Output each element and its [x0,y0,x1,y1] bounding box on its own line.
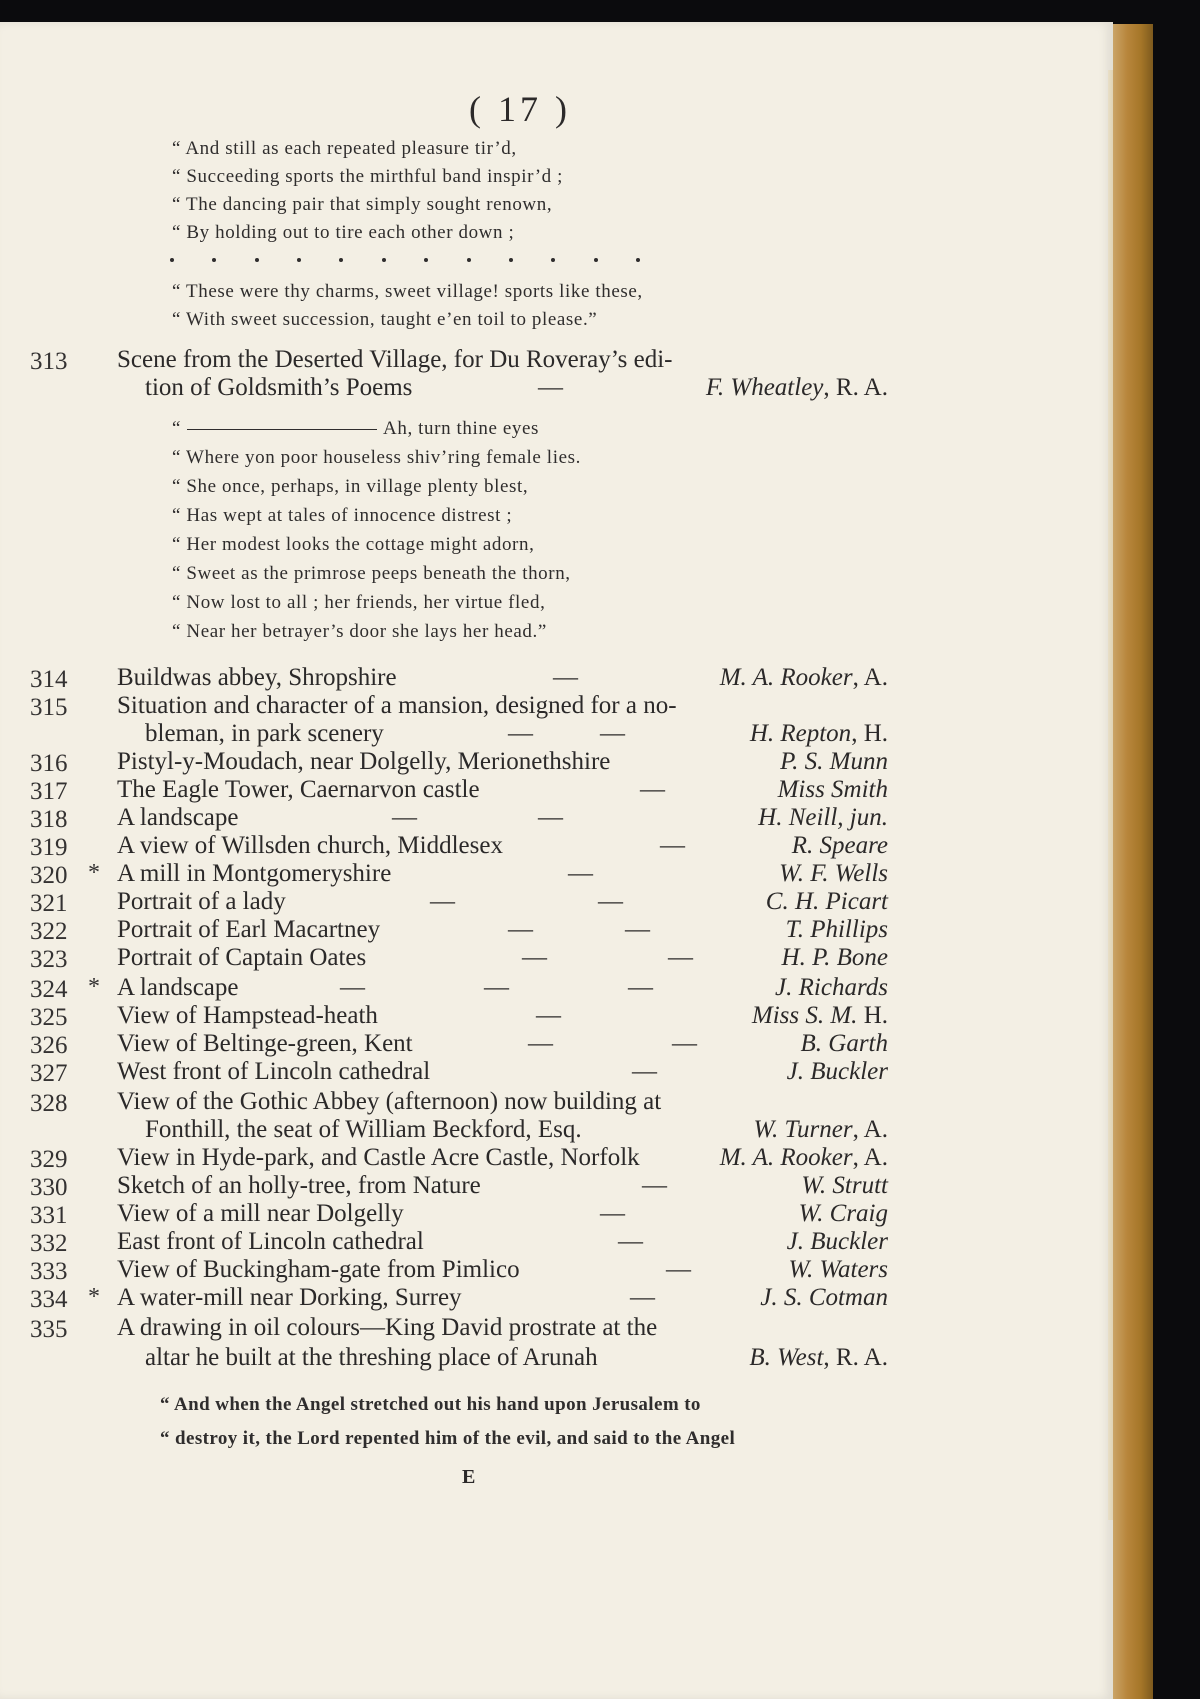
quote-line: “ And when the Angel stretched out his hand upon Jerusalem to [160,1394,701,1415]
dash: — [668,944,693,971]
entry-artist [766,888,888,916]
entry-title: A landscape [117,974,239,1001]
entry-artist [749,1344,888,1372]
dash: — [430,888,455,915]
entry-artist [778,776,888,804]
quote-line: “ And still as each repeated pleasure tir’d, [172,138,517,159]
dash: — [600,1200,625,1227]
entry-number: 328 [30,1090,68,1117]
dash: — [568,860,593,887]
entry-title: Situation and character of a mansion, designed for a no- [117,692,677,719]
entry-artist [787,1058,888,1086]
entry-artist [760,1284,888,1312]
artist-name: R. Speare [791,832,888,859]
entry-title: Portrait of Captain Oates [117,944,367,971]
dash: — [640,776,665,803]
artist-name: W. Craig [798,1200,888,1227]
entry-number: 333 [30,1258,68,1285]
entry-artist [799,1200,888,1228]
entry-title: West front of Lincoln cathedral [117,1058,431,1085]
quote-line: “ Succeeding sports the mirthful band inspir’d ; [172,166,563,187]
artist-name: T. Phillips [785,916,888,943]
entry-title: A water-mill near Dorking, Surrey [117,1284,462,1311]
entry-number: 324 [30,976,68,1003]
entry-number: 314 [30,666,68,693]
entry-number: 322 [30,918,68,945]
quote-line: “ Now lost to all ; her friends, her virtue fled, [172,592,546,613]
dash: — [666,1256,691,1283]
quote-line-text: Ah, turn thine eyes [383,418,540,439]
dash: — [538,374,563,401]
ellipsis-dots [170,258,640,262]
entry-artist [750,720,888,748]
artist-name: J. S. Cotman [760,1284,888,1311]
quote-line: “ Sweet as the primrose peeps beneath the thorn, [172,563,571,584]
entry-number: 323 [30,946,68,973]
entry-number: 329 [30,1146,68,1173]
dash: — [522,944,547,971]
new-work-star: * [88,1284,100,1310]
dash: — [340,974,365,1001]
entry-artist [779,860,888,888]
rule-line [187,429,377,430]
entry-number: 317 [30,778,68,805]
entry-title: The Eagle Tower, Caernarvon castle [117,776,480,803]
book-cover-board [1113,24,1153,1699]
entry-title-cont: Fonthill, the seat of William Beckford, Esq. [145,1116,582,1143]
entry-number: 316 [30,750,68,777]
artist-suffix: , A. [852,1144,888,1171]
artist-name: Miss Smith [777,776,888,803]
entry-artist [787,1228,888,1256]
signature-mark: E [462,1466,476,1488]
dash: — [632,1058,657,1085]
artist-name: H. Repton [749,720,852,747]
entry-title: Portrait of a lady [117,888,286,915]
entry-number: 320 [30,862,68,889]
entry-title: A landscape [117,804,239,831]
quote-line: “ She once, perhaps, in village plenty blest, [172,476,529,497]
quote-line: “ These were thy charms, sweet village! sports like these, [172,281,643,302]
entry-title: View in Hyde-park, and Castle Acre Castle, Norfolk [117,1144,640,1171]
artist-name: B. West [749,1344,824,1371]
quote-line: “ With sweet succession, taught e’en toil to please.” [172,309,598,330]
artist-name: J. Buckler [786,1228,888,1255]
quote-line: “ Ah, turn thine eyes [172,418,540,439]
entry-title: A view of Willsden church, Middlesex [117,832,503,859]
entry-artist [706,374,888,402]
entry-title: Pistyl-y-Moudach, near Dolgelly, Merionethshire [117,748,611,775]
entry-artist [801,1172,888,1200]
entry-number: 327 [30,1060,68,1087]
artist-name: M. A. Rooker [719,664,853,691]
entry-title: Sketch of an holly-tree, from Nature [117,1172,481,1199]
entry-number: 313 [30,348,68,375]
artist-name: W. Strutt [801,1172,888,1199]
artist-name: P. S. Munn [780,748,888,775]
entry-artist [782,944,888,972]
entry-number: 335 [30,1316,68,1343]
quote-line: “ Where yon poor houseless shiv’ring female lies. [172,447,581,468]
artist-suffix: , H. [851,720,888,747]
entry-artist [753,1116,888,1144]
entry-title: View of Buckingham-gate from Pimlico [117,1256,520,1283]
dash: — [598,888,623,915]
artist-name: J. Buckler [786,1058,888,1085]
dash: — [672,1030,697,1057]
artist-name: B. Garth [800,1030,888,1057]
entry-artist [720,664,888,692]
entry-number: 315 [30,694,68,721]
entry-artist [788,1256,888,1284]
dash: — [484,974,509,1001]
artist-name: Miss S. M. [751,1002,858,1029]
entry-artist [801,1030,889,1058]
entry-number: 318 [30,806,68,833]
quote-line: “ Near her betrayer’s door she lays her head.” [172,621,547,642]
dash: — [600,720,625,747]
entry-title: View of Hampstead-heath [117,1002,378,1029]
entry-title: Scene from the Deserted Village, for Du Roveray’s edi- [117,346,673,373]
entry-artist [780,748,888,776]
dash: — [630,1284,655,1311]
entry-title: Buildwas abbey, Shropshire [117,664,397,691]
dash: — [553,664,578,691]
entry-number: 319 [30,834,68,861]
dash: — [508,720,533,747]
entry-title: View of a mill near Dolgelly [117,1200,404,1227]
artist-name: W. F. Wells [779,860,888,887]
dash: — [625,916,650,943]
dash: — [536,1002,561,1029]
dash: — [528,1030,553,1057]
artist-suffix: , A. [852,664,888,691]
artist-suffix: , A. [852,1116,888,1143]
artist-name: W. Waters [788,1256,888,1283]
entry-title-cont: tion of Goldsmith’s Poems [145,374,413,401]
entry-title: View of the Gothic Abbey (afternoon) now building at [117,1088,662,1115]
entry-number: 326 [30,1032,68,1059]
entry-number: 332 [30,1230,68,1257]
dash: — [660,832,685,859]
entry-artist [792,832,888,860]
entry-number: 325 [30,1004,68,1031]
entry-title: Portrait of Earl Macartney [117,916,381,943]
artist-suffix: , R. A. [823,1344,888,1371]
new-work-star: * [88,974,100,1000]
artist-name: H. Neill, jun. [758,804,888,831]
entry-number: 330 [30,1174,68,1201]
quote-line: “ By holding out to tire each other down ; [172,222,515,243]
artist-name: C. H. Picart [765,888,888,915]
entry-title-cont: altar he built at the threshing place of Arunah [145,1344,598,1371]
artist-name: F. Wheatley [705,374,824,401]
entry-artist [786,916,888,944]
quote-line: “ Has wept at tales of innocence distrest ; [172,505,513,526]
quote-line: “ Her modest looks the cottage might adorn, [172,534,535,555]
entry-artist [720,1144,888,1172]
dash: — [642,1172,667,1199]
dash: — [392,804,417,831]
new-work-star: * [88,860,100,886]
dash: — [538,804,563,831]
artist-suffix: H. [857,1002,888,1029]
entry-title: A mill in Montgomeryshire [117,860,392,887]
artist-name: H. P. Bone [781,944,888,971]
artist-name: W. Turner [753,1116,853,1143]
entry-number: 321 [30,890,68,917]
entry-title: A drawing in oil colours—King David prostrate at the [117,1314,658,1341]
entry-title: East front of Lincoln cathedral [117,1228,424,1255]
entry-artist [775,974,888,1002]
dash: — [508,916,533,943]
dash: — [618,1228,643,1255]
entry-number: 331 [30,1202,68,1229]
page-header: ( 17 ) [469,89,571,129]
entry-title: View of Beltinge-green, Kent [117,1030,413,1057]
entry-number: 334 [30,1286,68,1313]
entry-artist [752,1002,888,1030]
artist-suffix: , R. A. [823,374,888,401]
quote-line: “ The dancing pair that simply sought renown, [172,194,553,215]
entry-artist [758,804,888,832]
quote-line: “ destroy it, the Lord repented him of the evil, and said to the Angel [160,1428,736,1449]
artist-name: M. A. Rooker [719,1144,853,1171]
artist-name: J. Richards [775,974,888,1001]
dash: — [628,974,653,1001]
entry-title-cont: bleman, in park scenery [145,720,384,747]
